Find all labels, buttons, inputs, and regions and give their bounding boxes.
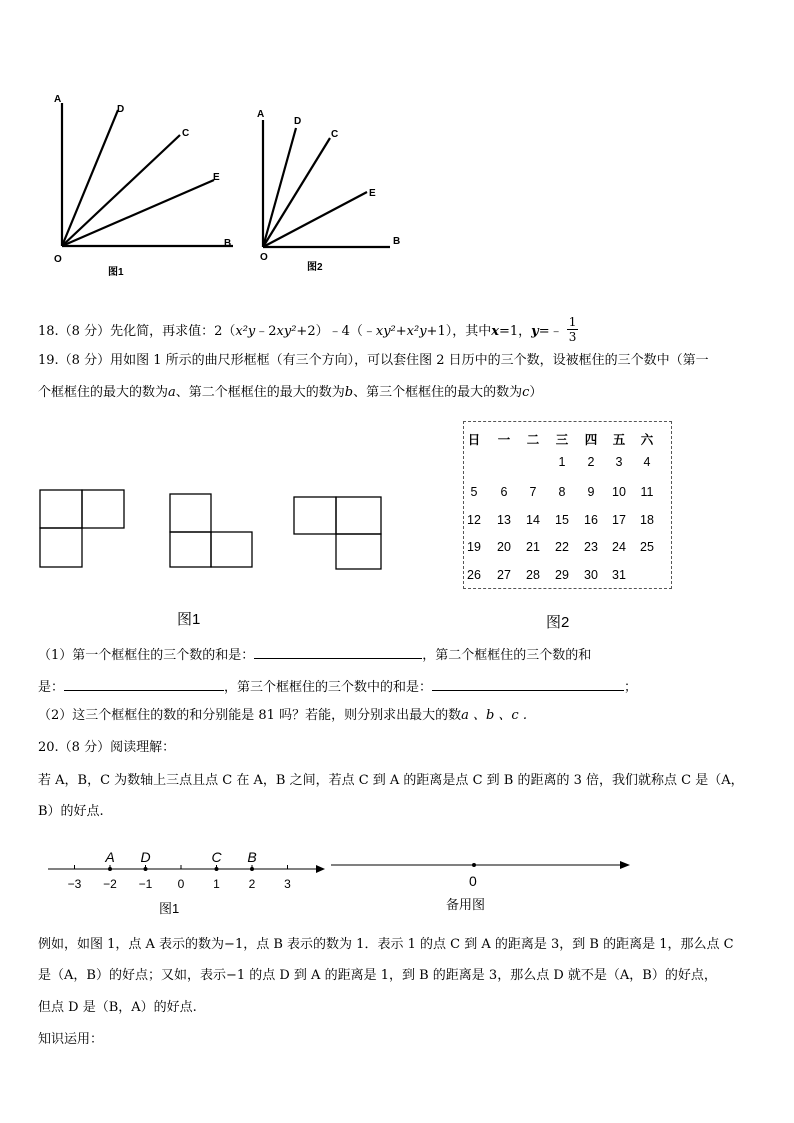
point-label: C [211, 849, 222, 865]
calendar-day: 20 [497, 540, 511, 554]
q19-part-1-cont: 是： ，第三个框框住的三个数中的和是： ； [38, 680, 638, 695]
calendar-day: 8 [558, 485, 566, 499]
answer-blank[interactable] [432, 678, 624, 691]
q20-head: 20.（8 分）阅读理解： [38, 740, 176, 755]
q20-example-2: 是（A，B）的好点；又如，表示−1 的点 D 到 A 的距离是 1，到 B 的距离是 3，那么点 D 就不是（A，B）的好点， [38, 968, 717, 983]
q18-y-var: y [531, 324, 539, 339]
label-B: B [224, 238, 232, 249]
calendar-header: 二 [526, 433, 540, 447]
label-A: A [257, 109, 265, 120]
q18-term: + [395, 324, 407, 339]
number-line-caption: 图1 [159, 901, 180, 916]
calendar-day: 22 [555, 540, 569, 554]
spare-number-line [326, 852, 636, 917]
q19-part-1: （1）第一个框框住的三个数的和是： ，第二个框框住的三个数的和 [38, 648, 592, 663]
calendar-header: 四 [584, 433, 598, 447]
q18-y-eq: =﹣ [538, 324, 563, 339]
q18-term: x²y [406, 324, 427, 339]
calendar-day: 27 [497, 568, 511, 582]
point-label: A [105, 849, 115, 865]
fig2-caption: 图2 [546, 614, 570, 631]
tick-label: 3 [284, 877, 291, 891]
calendar-day: 5 [470, 485, 478, 499]
q18-term: +1），其中 [426, 324, 492, 339]
tick-label: 1 [213, 877, 220, 891]
figure-caption: 图1 [108, 267, 124, 278]
label-B: B [393, 236, 401, 247]
calendar-header: 三 [555, 433, 569, 447]
q18-x-value: =1， [498, 324, 532, 339]
calendar-day: 28 [526, 568, 540, 582]
q18-term: +2）﹣4（﹣ [296, 324, 376, 339]
calendar-day: 3 [615, 455, 623, 469]
calendar-day: 14 [526, 513, 540, 527]
q18-term: x²y [235, 324, 256, 339]
question-18 [38, 317, 578, 346]
calendar-header: 一 [497, 433, 511, 447]
q18-fraction: $\frac{1}{3}$ [568, 315, 577, 344]
point-dot [108, 867, 112, 871]
tick-label: 2 [248, 877, 256, 891]
q20-example-3: 但点 D 是（B，A）的好点. [38, 1000, 197, 1015]
calendar-header: 五 [612, 433, 626, 447]
angle-figure-1 [40, 88, 250, 288]
q18-term: ﹣2 [255, 324, 277, 339]
label-C: C [182, 128, 190, 139]
point-label: D [140, 849, 151, 865]
calendar-day: 23 [584, 540, 598, 554]
calendar-day: 26 [467, 568, 481, 582]
q20-apply: 知识运用： [38, 1032, 104, 1047]
calendar-day: 31 [612, 568, 626, 582]
angle-figure-2 [252, 102, 422, 282]
point-dot [250, 867, 254, 871]
calendar-header: 六 [640, 433, 654, 447]
calendar-day: 10 [612, 485, 626, 499]
label-D: D [117, 104, 125, 115]
label-O: O [54, 254, 62, 265]
calendar-day: 19 [467, 540, 481, 554]
q18-term: xy² [375, 324, 396, 339]
calendar-day: 7 [529, 485, 537, 499]
label-E: E [369, 188, 376, 199]
tick-label: 0 [177, 877, 185, 891]
tick-label: −1 [138, 877, 153, 891]
point-dot [144, 867, 148, 871]
q18-term: xy² [276, 324, 297, 339]
q20-definition-2: B）的好点. [38, 804, 104, 819]
point-dot [215, 867, 219, 871]
q20-example-1: 例如，如图 1，点 A 表示的数为−1，点 B 表示的数为 1．表示 1 的点 C 到 A 的距离是 3，到 B 的距离是 1，那么点 C [38, 937, 734, 952]
calendar-day: 29 [555, 568, 569, 582]
q19-part-2: （2）这三个框框住的数的和分别能是 81 吗？若能，则分别求出最大的数a 、b 、c . [38, 708, 527, 723]
number-line-figure-1 [44, 842, 334, 917]
calendar-day: 24 [612, 540, 626, 554]
tick-label: −2 [103, 877, 117, 891]
calendar-day: 12 [467, 513, 481, 527]
point-label: B [247, 849, 257, 865]
label-D: D [294, 116, 302, 127]
q18-head: 18.（8 分）先化简，再求值：2（ [38, 324, 236, 339]
calendar-header: 日 [467, 433, 481, 447]
figure-caption: 图2 [307, 262, 323, 273]
calendar-day: 4 [643, 455, 651, 469]
calendar-day: 16 [584, 513, 598, 527]
fig1-caption: 图1 [177, 611, 201, 628]
q19-line-1: 19.（8 分）用如图 1 所示的曲尺形框框（有三个方向），可以套住图 2 日历中的三个数，设被框住的三个数中（第一 [38, 353, 709, 368]
q19-line-2: 个框框住的最大的数为a、第二个框框住的最大的数为b、第三个框框住的最大的数为c） [38, 385, 543, 400]
answer-blank[interactable] [254, 646, 422, 659]
calendar [463, 421, 672, 589]
label-O: O [260, 252, 268, 263]
calendar-day: 9 [587, 485, 595, 499]
calendar-day: 21 [526, 540, 540, 554]
calendar-day: 30 [584, 568, 598, 582]
zero-label: 0 [469, 873, 477, 889]
q18-x-var: x [491, 324, 499, 339]
spare-caption: 备用图 [446, 897, 486, 912]
calendar-day: 2 [587, 455, 595, 469]
calendar-day: 1 [558, 455, 566, 469]
calendar-day: 15 [555, 513, 569, 527]
label-A: A [54, 94, 62, 105]
l-frame-figure [38, 488, 388, 572]
calendar-day: 6 [500, 485, 508, 499]
calendar-day: 11 [640, 485, 654, 499]
q20-definition-1: 若 A，B，C 为数轴上三点且点 C 在 A，B 之间，若点 C 到 A 的距离是点 C 到 B 的距离的 3 倍，我们就称点 C 是（A， [38, 773, 744, 788]
calendar-day: 18 [640, 513, 654, 527]
label-C: C [331, 129, 339, 140]
calendar-day: 25 [640, 540, 654, 554]
label-E: E [213, 172, 220, 183]
calendar-day: 17 [612, 513, 626, 527]
calendar-day: 13 [497, 513, 511, 527]
tick-label: −3 [67, 877, 82, 891]
answer-blank[interactable] [64, 678, 224, 691]
